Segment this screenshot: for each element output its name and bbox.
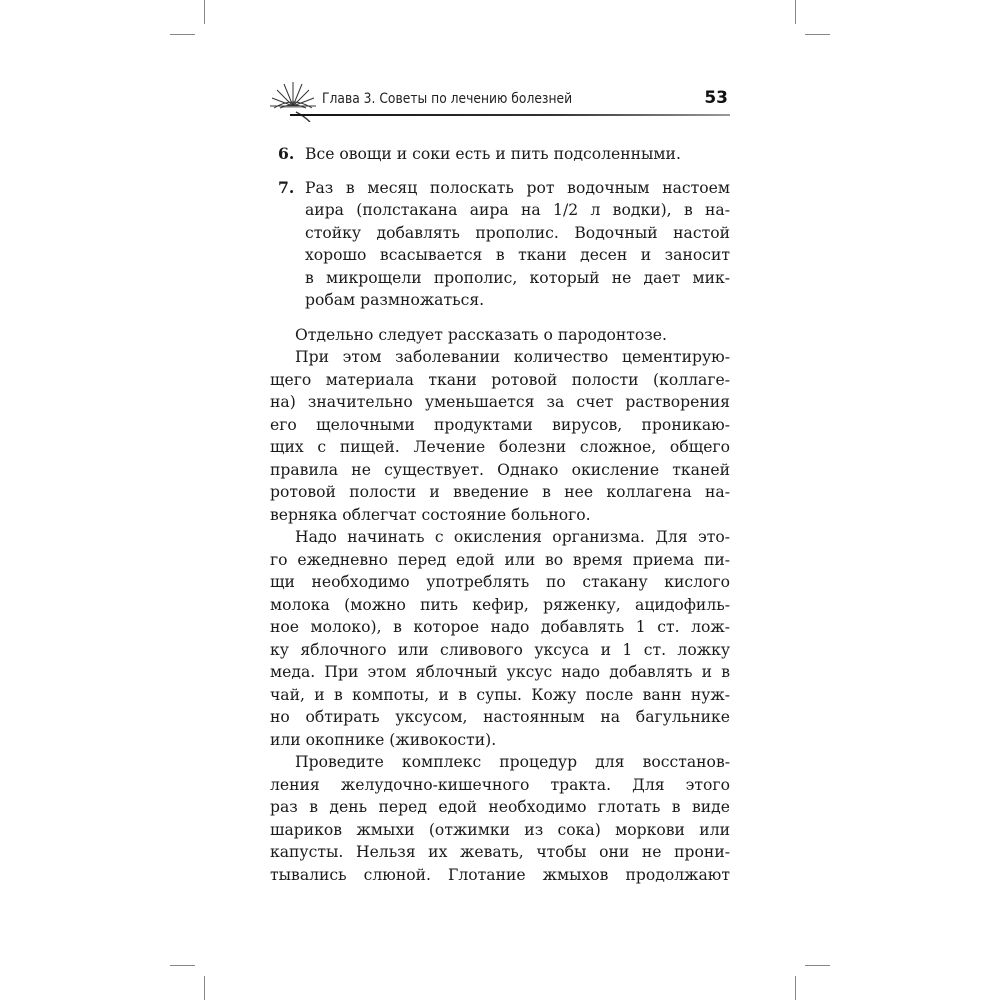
body-text bbox=[270, 143, 730, 886]
text-line: на) значительно уменьшается за счет растворения bbox=[270, 393, 730, 411]
list-number: 7. bbox=[278, 177, 295, 197]
text-line: Надо начинать с окисления организма. Для это- bbox=[295, 528, 730, 546]
text-line: ления желудочно-кишечного тракта. Для этого bbox=[270, 775, 730, 794]
crop-mark bbox=[805, 34, 830, 35]
page-number: 53 bbox=[704, 88, 728, 108]
text-line: верняка облегчат состояние больного. bbox=[270, 505, 591, 524]
text-line: стойку добавлять прополис. Водочный настой bbox=[305, 223, 730, 242]
text-line: или окопнике (живокости). bbox=[270, 730, 497, 749]
crop-mark bbox=[170, 34, 195, 35]
text-line: щи необходимо употреблять по стакану кислого bbox=[270, 573, 730, 591]
text-line: ное молоко), в которое надо добавлять 1 ст. лож- bbox=[270, 618, 730, 636]
crop-mark bbox=[204, 976, 205, 1000]
crop-mark bbox=[805, 965, 830, 966]
text-line: Все овощи и соки есть и пить подсоленными. bbox=[305, 145, 681, 163]
text-line: щих с пищей. Лечение болезни сложное, общего bbox=[270, 438, 730, 456]
text-line: аира (полстакана аира на 1/2 л водки), в на- bbox=[305, 201, 730, 219]
list-number: 6. bbox=[278, 144, 295, 163]
text-line: в микрощели прополис, который не дает мик- bbox=[305, 268, 730, 287]
list-item-7 bbox=[270, 177, 730, 312]
crop-mark bbox=[204, 0, 205, 24]
text-line: Отдельно следует рассказать о пародонтозе. bbox=[295, 325, 667, 344]
paragraph bbox=[270, 324, 730, 347]
text-line: робам размножаться. bbox=[305, 291, 485, 309]
text-line: но обтирать уксусом, настоянным на багульнике bbox=[270, 708, 730, 726]
text-line: молока (можно пить кефир, ряженку, ацидофиль- bbox=[270, 595, 730, 614]
crop-mark bbox=[170, 965, 195, 966]
text-line: раз в день перед едой необходимо глотать в виде bbox=[270, 798, 730, 816]
paragraph bbox=[270, 751, 730, 886]
text-line: го ежедневно перед едой или во время приема пи- bbox=[270, 550, 730, 569]
paragraph bbox=[270, 526, 730, 751]
text-line: меда. При этом яблочный уксус надо добавлять и в bbox=[270, 663, 730, 681]
text-line: При этом заболевании количество цементирую- bbox=[295, 348, 730, 366]
text-line: Проведите комплекс процедур для восстанов- bbox=[295, 753, 730, 771]
text-line: ку яблочного или сливового уксуса и 1 ст. ложку bbox=[270, 640, 730, 659]
text-line: чай, и в компоты, и в супы. Кожу после ванн нуж- bbox=[270, 685, 730, 704]
text-line: шариков жмыхи (отжимки из сока) моркови или bbox=[270, 820, 730, 839]
text-line: тывались слюной. Глотание жмыхов продолжают bbox=[270, 865, 730, 884]
text-line: правила не существует. Однако окисление тканей bbox=[270, 460, 730, 479]
text-line: капусты. Нельзя их жевать, чтобы они не прони- bbox=[270, 843, 730, 861]
text-line: ротовой полости и введение в нее коллагена на- bbox=[270, 483, 730, 501]
crop-mark bbox=[795, 976, 796, 1000]
paragraph bbox=[270, 346, 730, 526]
text-line: Раз в месяц полоскать рот водочным настоем bbox=[305, 178, 730, 197]
list-item-6 bbox=[270, 143, 730, 166]
text-line: щего материала ткани ротовой полости (коллаге- bbox=[270, 370, 730, 389]
text-line: его щелочными продуктами вирусов, проникаю- bbox=[270, 415, 730, 434]
running-header bbox=[268, 80, 730, 130]
crop-mark bbox=[795, 0, 796, 24]
text-line: хорошо всасывается в ткани десен и заносит bbox=[305, 246, 730, 264]
header-rule bbox=[290, 114, 730, 116]
chapter-title: Глава 3. Советы по лечению болезней bbox=[322, 91, 573, 107]
